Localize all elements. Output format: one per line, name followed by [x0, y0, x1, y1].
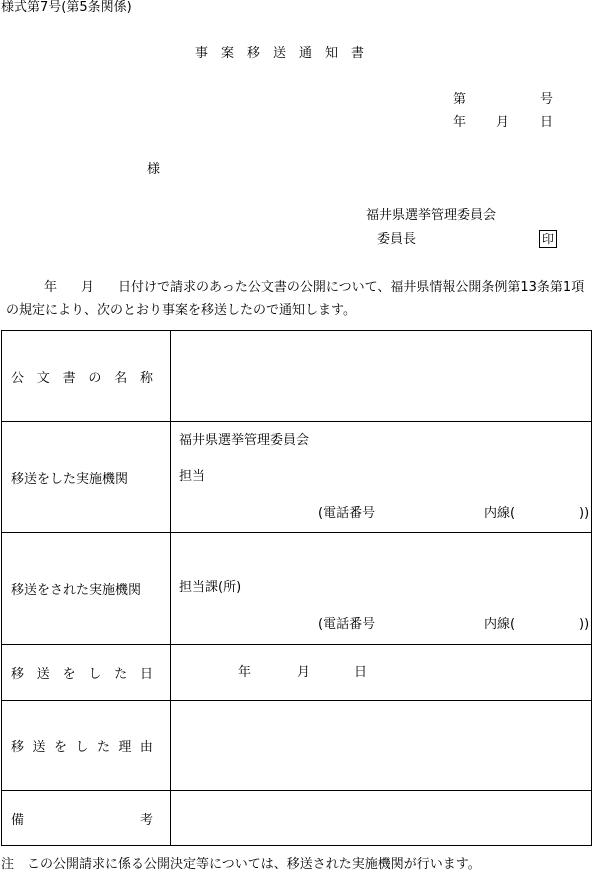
transfer-from-close: )): [579, 506, 590, 521]
transfer-to-ext: 内線(: [484, 617, 516, 632]
document-title: 事案移送通知書: [195, 46, 378, 61]
number-prefix: 第: [453, 92, 467, 107]
transfer-from-person: 担当: [179, 469, 206, 484]
date-day: 日: [540, 115, 554, 130]
doc-name-label: 公 文 書 の 名 称: [11, 370, 153, 386]
transfer-to-label: 移送をされた実施機関: [2, 533, 171, 645]
transfer-date-value[interactable]: [171, 645, 592, 701]
transfer-to-close: )): [579, 617, 590, 632]
addressee-suffix: 様: [147, 162, 161, 177]
transfer-from-value[interactable]: [171, 422, 592, 533]
transfer-from-org: 福井県選挙管理委員会: [179, 433, 310, 448]
transfer-date-label: 移 送 を し た 日: [11, 667, 153, 682]
body-text: 日付けで請求のあった公文書の公開について、福井県情報公開条例第13条第1項の規定により、次のとおり事案を移送したので通知します。: [6, 280, 585, 318]
row-reason: [2, 701, 592, 791]
transfer-date-year: 年: [238, 665, 252, 680]
remarks-left: 備: [11, 812, 25, 828]
transfer-table: [1, 330, 592, 846]
issuer-org: 福井県選挙管理委員会: [366, 208, 497, 223]
remarks-right: 考: [139, 812, 153, 828]
transfer-from-phone: (電話番号: [318, 506, 376, 521]
doc-name-value[interactable]: [171, 331, 592, 422]
row-document-name: [2, 331, 592, 422]
remarks-value[interactable]: [171, 791, 592, 846]
transfer-from-label: 移送をした実施機関: [2, 422, 171, 533]
form-label: 様式第7号(第5条関係): [1, 0, 132, 15]
issuer-position: 委員長: [377, 232, 417, 247]
reason-label: 移 送 を し た 理 由: [11, 740, 153, 755]
row-transfer-date: [2, 645, 592, 701]
row-transfer-to: [2, 533, 592, 645]
transfer-to-phone: (電話番号: [318, 617, 376, 632]
row-remarks: [2, 791, 592, 846]
transfer-from-ext: 内線(: [484, 506, 516, 521]
transfer-date-month: 月: [297, 665, 311, 680]
body-year: 年: [44, 280, 58, 295]
date-year: 年: [453, 115, 467, 130]
date-month: 月: [496, 115, 510, 130]
remarks-label: [11, 809, 153, 828]
transfer-date-day: 日: [354, 665, 368, 680]
body-month: 月: [81, 280, 95, 295]
transfer-to-value[interactable]: [171, 533, 592, 645]
body-paragraph: [6, 276, 591, 322]
reason-value[interactable]: [171, 701, 592, 791]
row-transfer-from: [2, 422, 592, 533]
transfer-to-person: 担当課(所): [179, 580, 242, 595]
footnote: 注 この公開請求に係る公開決定等については、移送された実施機関が行います。: [1, 857, 481, 872]
number-suffix: 号: [540, 92, 554, 107]
seal-mark: 印: [539, 230, 557, 248]
